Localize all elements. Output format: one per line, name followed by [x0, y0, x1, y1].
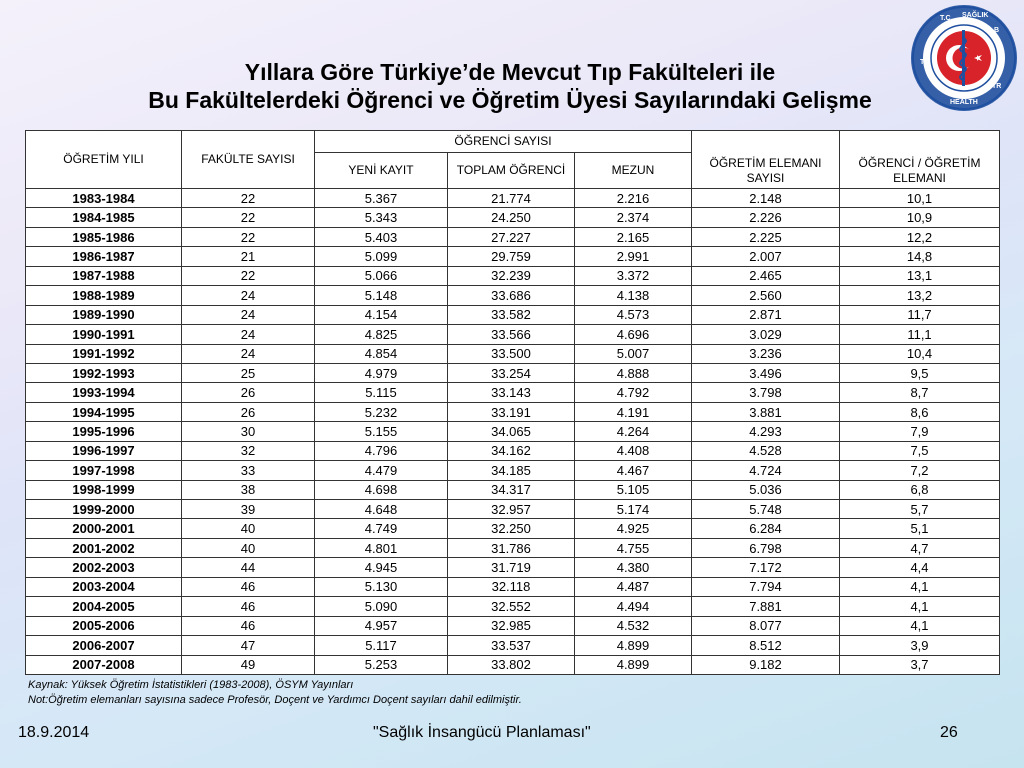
new-enrollment-cell: 4.801 — [315, 538, 448, 557]
graduates-cell: 4.467 — [575, 461, 692, 480]
teaching-staff-cell: 3.881 — [692, 402, 840, 421]
teaching-staff-cell: 4.293 — [692, 422, 840, 441]
table-row — [26, 208, 1000, 227]
faculty-count-cell: 30 — [182, 422, 315, 441]
total-students-cell: 27.227 — [448, 227, 575, 246]
year-cell: 1983-1984 — [26, 189, 182, 208]
slide-title — [40, 58, 980, 114]
footer-presentation-title: "Sağlık İnsangücü Planlaması" — [373, 724, 591, 741]
total-students-cell: 32.552 — [448, 597, 575, 616]
teaching-staff-cell: 4.724 — [692, 461, 840, 480]
graduates-cell: 2.991 — [575, 247, 692, 266]
table-notes — [28, 678, 522, 708]
teaching-staff-cell: 4.528 — [692, 441, 840, 460]
total-students-cell: 33.254 — [448, 363, 575, 382]
graduates-cell: 4.532 — [575, 616, 692, 635]
header-faculty-count: FAKÜLTE SAYISI — [182, 131, 315, 189]
year-cell: 2007-2008 — [26, 655, 182, 674]
faculty-count-cell: 22 — [182, 189, 315, 208]
ratio-cell: 8,7 — [840, 383, 1000, 402]
ratio-cell: 7,5 — [840, 441, 1000, 460]
table-row — [26, 577, 1000, 596]
svg-text:HEALTH: HEALTH — [950, 99, 978, 106]
faculty-count-cell: 22 — [182, 208, 315, 227]
teaching-staff-cell: 3.496 — [692, 363, 840, 382]
teaching-staff-cell: 3.236 — [692, 344, 840, 363]
year-cell: 2003-2004 — [26, 577, 182, 596]
ratio-cell: 6,8 — [840, 480, 1000, 499]
table-row — [26, 480, 1000, 499]
table-row — [26, 538, 1000, 557]
year-cell: 2006-2007 — [26, 636, 182, 655]
year-cell: 1994-1995 — [26, 402, 182, 421]
header-graduates: MEZUN — [575, 153, 692, 189]
table-row — [26, 655, 1000, 674]
svg-text:SAĞLIK: SAĞLIK — [962, 12, 989, 19]
new-enrollment-cell: 5.367 — [315, 189, 448, 208]
total-students-cell: 33.566 — [448, 325, 575, 344]
table-row — [26, 500, 1000, 519]
teaching-staff-cell: 2.148 — [692, 189, 840, 208]
teaching-staff-cell: 5.036 — [692, 480, 840, 499]
graduates-cell: 4.925 — [575, 519, 692, 538]
graduates-cell: 5.174 — [575, 500, 692, 519]
footer-page-number: 26 — [940, 724, 958, 741]
graduates-cell: 4.380 — [575, 558, 692, 577]
faculty-count-cell: 24 — [182, 286, 315, 305]
faculty-count-cell: 32 — [182, 441, 315, 460]
table-row — [26, 597, 1000, 616]
year-cell: 1992-1993 — [26, 363, 182, 382]
new-enrollment-cell: 4.479 — [315, 461, 448, 480]
year-cell: 1997-1998 — [26, 461, 182, 480]
total-students-cell: 21.774 — [448, 189, 575, 208]
teaching-staff-cell: 7.881 — [692, 597, 840, 616]
faculty-count-cell: 24 — [182, 305, 315, 324]
new-enrollment-cell: 5.232 — [315, 402, 448, 421]
ratio-cell: 14,8 — [840, 247, 1000, 266]
graduates-cell: 2.165 — [575, 227, 692, 246]
ratio-cell: 7,9 — [840, 422, 1000, 441]
total-students-cell: 33.802 — [448, 655, 575, 674]
ratio-cell: 11,1 — [840, 325, 1000, 344]
graduates-cell: 4.792 — [575, 383, 692, 402]
new-enrollment-cell: 4.648 — [315, 500, 448, 519]
table-row — [26, 189, 1000, 208]
new-enrollment-cell: 4.979 — [315, 363, 448, 382]
new-enrollment-cell: 4.957 — [315, 616, 448, 635]
new-enrollment-cell: 5.343 — [315, 208, 448, 227]
year-cell: 1995-1996 — [26, 422, 182, 441]
graduates-cell: 4.755 — [575, 538, 692, 557]
header-total-students: TOPLAM ÖĞRENCİ — [448, 153, 575, 189]
teaching-staff-cell: 3.029 — [692, 325, 840, 344]
table-row — [26, 344, 1000, 363]
total-students-cell: 32.985 — [448, 616, 575, 635]
graduates-cell: 4.494 — [575, 597, 692, 616]
teaching-staff-cell: 8.512 — [692, 636, 840, 655]
graduates-cell: 4.138 — [575, 286, 692, 305]
year-cell: 2000-2001 — [26, 519, 182, 538]
year-cell: 1989-1990 — [26, 305, 182, 324]
total-students-cell: 32.250 — [448, 519, 575, 538]
svg-text:TR: TR — [992, 83, 1002, 90]
new-enrollment-cell: 5.403 — [315, 227, 448, 246]
ratio-cell: 13,2 — [840, 286, 1000, 305]
total-students-cell: 34.185 — [448, 461, 575, 480]
table-header — [26, 131, 1000, 189]
ratio-cell: 4,1 — [840, 577, 1000, 596]
ratio-cell: 11,7 — [840, 305, 1000, 324]
header-student-staff-ratio: ÖĞRENCİ / ÖĞRETİM ELEMANI — [840, 131, 1000, 189]
teaching-staff-cell: 3.798 — [692, 383, 840, 402]
svg-text:B: B — [994, 27, 1000, 34]
faculty-count-cell: 39 — [182, 500, 315, 519]
graduates-cell: 3.372 — [575, 266, 692, 285]
faculty-count-cell: 33 — [182, 461, 315, 480]
table-row — [26, 519, 1000, 538]
teaching-staff-cell: 2.465 — [692, 266, 840, 285]
graduates-cell: 4.573 — [575, 305, 692, 324]
total-students-cell: 29.759 — [448, 247, 575, 266]
source-note: Kaynak: Yüksek Öğretim İstatistikleri (1983-2008), ÖSYM Yayınları — [28, 679, 354, 691]
year-cell: 1998-1999 — [26, 480, 182, 499]
teaching-staff-cell: 2.007 — [692, 247, 840, 266]
new-enrollment-cell: 4.154 — [315, 305, 448, 324]
new-enrollment-cell: 5.090 — [315, 597, 448, 616]
faculty-count-cell: 25 — [182, 363, 315, 382]
teaching-staff-cell: 6.798 — [692, 538, 840, 557]
table-row — [26, 558, 1000, 577]
faculty-count-cell: 21 — [182, 247, 315, 266]
table-row — [26, 636, 1000, 655]
svg-text:T.C.: T.C. — [940, 15, 953, 22]
faculty-count-cell: 26 — [182, 402, 315, 421]
ratio-cell: 4,1 — [840, 616, 1000, 635]
year-cell: 1984-1985 — [26, 208, 182, 227]
teaching-staff-cell: 6.284 — [692, 519, 840, 538]
table-row — [26, 383, 1000, 402]
teaching-staff-cell: 2.225 — [692, 227, 840, 246]
faculty-count-cell: 40 — [182, 538, 315, 557]
ratio-cell: 10,4 — [840, 344, 1000, 363]
year-cell: 1999-2000 — [26, 500, 182, 519]
new-enrollment-cell: 5.130 — [315, 577, 448, 596]
total-students-cell: 33.686 — [448, 286, 575, 305]
table-row — [26, 227, 1000, 246]
teaching-staff-cell: 2.560 — [692, 286, 840, 305]
graduates-cell: 4.487 — [575, 577, 692, 596]
faculty-count-cell: 38 — [182, 480, 315, 499]
total-students-cell: 32.957 — [448, 500, 575, 519]
total-students-cell: 33.537 — [448, 636, 575, 655]
year-cell: 1987-1988 — [26, 266, 182, 285]
total-students-cell: 34.317 — [448, 480, 575, 499]
faculty-count-cell: 26 — [182, 383, 315, 402]
new-enrollment-cell: 4.945 — [315, 558, 448, 577]
faculty-count-cell: 22 — [182, 266, 315, 285]
graduates-cell: 2.216 — [575, 189, 692, 208]
graduates-cell: 4.696 — [575, 325, 692, 344]
ratio-cell: 13,1 — [840, 266, 1000, 285]
total-students-cell: 31.786 — [448, 538, 575, 557]
ratio-cell: 4,1 — [840, 597, 1000, 616]
ratio-cell: 5,1 — [840, 519, 1000, 538]
header-new-enrollment: YENİ KAYIT — [315, 153, 448, 189]
new-enrollment-cell: 5.115 — [315, 383, 448, 402]
table-body — [26, 189, 1000, 675]
year-cell: 2004-2005 — [26, 597, 182, 616]
faculty-count-cell: 40 — [182, 519, 315, 538]
graduates-cell: 4.899 — [575, 655, 692, 674]
header-teaching-staff: ÖĞRETİM ELEMANI SAYISI — [692, 131, 840, 189]
teaching-staff-cell: 9.182 — [692, 655, 840, 674]
graduates-cell: 4.191 — [575, 402, 692, 421]
total-students-cell: 33.500 — [448, 344, 575, 363]
ratio-cell: 4,4 — [840, 558, 1000, 577]
new-enrollment-cell: 4.749 — [315, 519, 448, 538]
medical-faculty-table-container — [25, 130, 999, 675]
year-cell: 1993-1994 — [26, 383, 182, 402]
staff-note: Not:Öğretim elemanları sayısına sadece Profesör, Doçent ve Yardımcı Doçent sayıları dahil edilmiştir. — [28, 694, 522, 706]
total-students-cell: 24.250 — [448, 208, 575, 227]
total-students-cell: 33.191 — [448, 402, 575, 421]
footer-date: 18.9.2014 — [18, 724, 90, 741]
year-cell: 1986-1987 — [26, 247, 182, 266]
total-students-cell: 34.162 — [448, 441, 575, 460]
table-row — [26, 266, 1000, 285]
graduates-cell: 4.264 — [575, 422, 692, 441]
svg-text:T: T — [920, 59, 925, 66]
new-enrollment-cell: 5.253 — [315, 655, 448, 674]
ministry-of-health-seal-icon — [910, 4, 1018, 112]
total-students-cell: 34.065 — [448, 422, 575, 441]
ratio-cell: 7,2 — [840, 461, 1000, 480]
table-row — [26, 441, 1000, 460]
total-students-cell: 31.719 — [448, 558, 575, 577]
total-students-cell: 32.118 — [448, 577, 575, 596]
header-student-count-group: ÖĞRENCİ SAYISI — [315, 131, 692, 153]
ratio-cell: 8,6 — [840, 402, 1000, 421]
new-enrollment-cell: 5.066 — [315, 266, 448, 285]
year-cell: 1990-1991 — [26, 325, 182, 344]
table-row — [26, 286, 1000, 305]
teaching-staff-cell: 2.871 — [692, 305, 840, 324]
new-enrollment-cell: 5.155 — [315, 422, 448, 441]
faculty-count-cell: 46 — [182, 616, 315, 635]
new-enrollment-cell: 5.117 — [315, 636, 448, 655]
year-cell: 1985-1986 — [26, 227, 182, 246]
total-students-cell: 33.582 — [448, 305, 575, 324]
year-cell: 1991-1992 — [26, 344, 182, 363]
graduates-cell: 4.899 — [575, 636, 692, 655]
slide-title-line-2: Bu Fakültelerdeki Öğrenci ve Öğretim Üyesi Sayılarındaki Gelişme — [148, 87, 872, 113]
graduates-cell: 5.105 — [575, 480, 692, 499]
faculty-count-cell: 22 — [182, 227, 315, 246]
graduates-cell: 2.374 — [575, 208, 692, 227]
teaching-staff-cell: 5.748 — [692, 500, 840, 519]
year-cell: 2002-2003 — [26, 558, 182, 577]
faculty-count-cell: 46 — [182, 577, 315, 596]
new-enrollment-cell: 4.698 — [315, 480, 448, 499]
faculty-count-cell: 46 — [182, 597, 315, 616]
ratio-cell: 5,7 — [840, 500, 1000, 519]
faculty-count-cell: 24 — [182, 344, 315, 363]
table-row — [26, 363, 1000, 382]
medical-faculty-table — [25, 130, 1000, 675]
graduates-cell: 4.408 — [575, 441, 692, 460]
ratio-cell: 12,2 — [840, 227, 1000, 246]
year-cell: 1996-1997 — [26, 441, 182, 460]
faculty-count-cell: 47 — [182, 636, 315, 655]
new-enrollment-cell: 4.796 — [315, 441, 448, 460]
year-cell: 2001-2002 — [26, 538, 182, 557]
table-row — [26, 305, 1000, 324]
total-students-cell: 33.143 — [448, 383, 575, 402]
new-enrollment-cell: 5.148 — [315, 286, 448, 305]
slide-title-line-1: Yıllara Göre Türkiye’de Mevcut Tıp Fakülteleri ile — [244, 59, 776, 85]
ratio-cell: 10,1 — [840, 189, 1000, 208]
new-enrollment-cell: 5.099 — [315, 247, 448, 266]
header-year: ÖĞRETİM YILI — [26, 131, 182, 189]
total-students-cell: 32.239 — [448, 266, 575, 285]
teaching-staff-cell: 7.172 — [692, 558, 840, 577]
ratio-cell: 9,5 — [840, 363, 1000, 382]
table-row — [26, 422, 1000, 441]
year-cell: 2005-2006 — [26, 616, 182, 635]
ratio-cell: 4,7 — [840, 538, 1000, 557]
teaching-staff-cell: 8.077 — [692, 616, 840, 635]
teaching-staff-cell: 7.794 — [692, 577, 840, 596]
year-cell: 1988-1989 — [26, 286, 182, 305]
faculty-count-cell: 24 — [182, 325, 315, 344]
faculty-count-cell: 49 — [182, 655, 315, 674]
table-row — [26, 616, 1000, 635]
faculty-count-cell: 44 — [182, 558, 315, 577]
new-enrollment-cell: 4.825 — [315, 325, 448, 344]
teaching-staff-cell: 2.226 — [692, 208, 840, 227]
graduates-cell: 4.888 — [575, 363, 692, 382]
table-row — [26, 325, 1000, 344]
new-enrollment-cell: 4.854 — [315, 344, 448, 363]
table-row — [26, 461, 1000, 480]
ratio-cell: 3,7 — [840, 655, 1000, 674]
ratio-cell: 10,9 — [840, 208, 1000, 227]
ratio-cell: 3,9 — [840, 636, 1000, 655]
graduates-cell: 5.007 — [575, 344, 692, 363]
table-row — [26, 402, 1000, 421]
table-row — [26, 247, 1000, 266]
